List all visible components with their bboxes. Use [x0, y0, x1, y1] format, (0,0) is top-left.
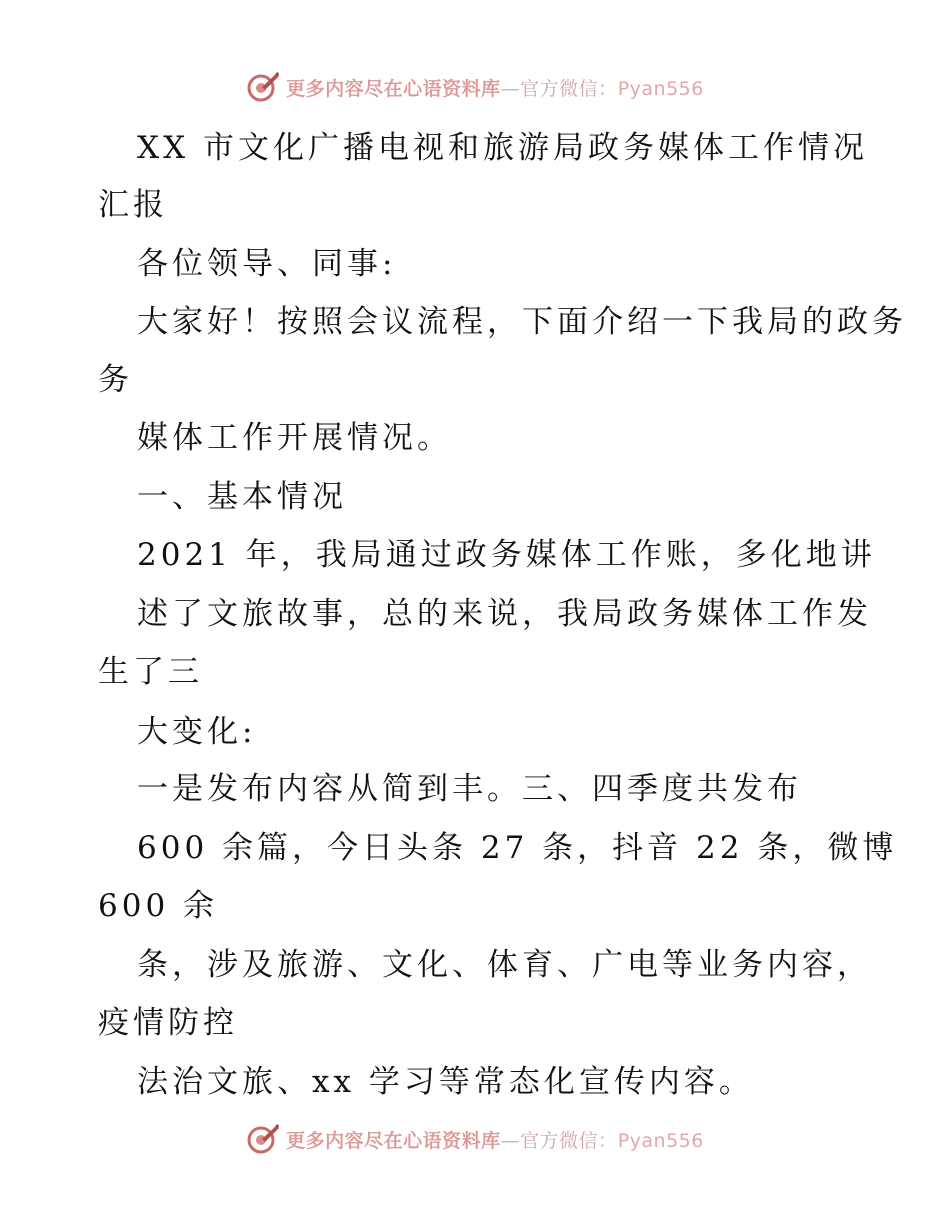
paragraph-line: 600 余 [98, 888, 219, 924]
watermark-separator: — [500, 77, 521, 100]
paragraph-line: 条，涉及旅游、文化、体育、广电等业务内容， [137, 947, 872, 983]
paragraph-line: 务 [98, 362, 133, 398]
watermark-brand: 更多内容尽在心语资料库 [286, 77, 501, 100]
paragraph-line: 2021 年，我局通过政务媒体工作账，多化地讲 [137, 537, 876, 573]
paragraph-line: 大家好！按照会议流程，下面介绍一下我局的政务 [137, 304, 907, 340]
salutation: 各位领导、同事: [137, 246, 397, 282]
paragraph-line: 大变化: [137, 714, 257, 750]
paragraph-line: 法治文旅、xx 学习等常态化宣传内容。 [137, 1064, 754, 1100]
paragraph-line: 600 余篇，今日头条 27 条，抖音 22 条，微博 [137, 830, 898, 866]
pen-logo-icon [246, 1122, 280, 1156]
watermark-wechat-id: Pyan556 [617, 1129, 704, 1152]
paragraph-line: 疫情防控 [98, 1005, 238, 1041]
section-heading: 一、基本情况 [137, 479, 347, 515]
header-watermark [0, 70, 950, 104]
footer-watermark [0, 1122, 950, 1156]
paragraph-line: 一是发布内容从简到丰。三、四季度共发布 [137, 771, 802, 807]
watermark-separator: — [500, 1129, 521, 1152]
document-title-line-1: XX 市文化广播电视和旅游局政务媒体工作情况 [137, 130, 868, 166]
document-title-line-2: 汇报 [98, 187, 168, 223]
watermark-text [286, 1126, 704, 1153]
paragraph-line: 述了文旅故事，总的来说，我局政务媒体工作发 [137, 596, 872, 632]
pen-logo-icon [246, 70, 280, 104]
watermark-wechat-id: Pyan556 [617, 77, 704, 100]
watermark-wechat-label: 官方微信： [520, 1129, 618, 1152]
watermark-text [286, 74, 704, 101]
watermark-brand: 更多内容尽在心语资料库 [286, 1129, 501, 1152]
paragraph-line: 媒体工作开展情况。 [137, 420, 452, 456]
watermark-wechat-label: 官方微信： [520, 77, 618, 100]
paragraph-line: 生了三 [98, 654, 203, 690]
